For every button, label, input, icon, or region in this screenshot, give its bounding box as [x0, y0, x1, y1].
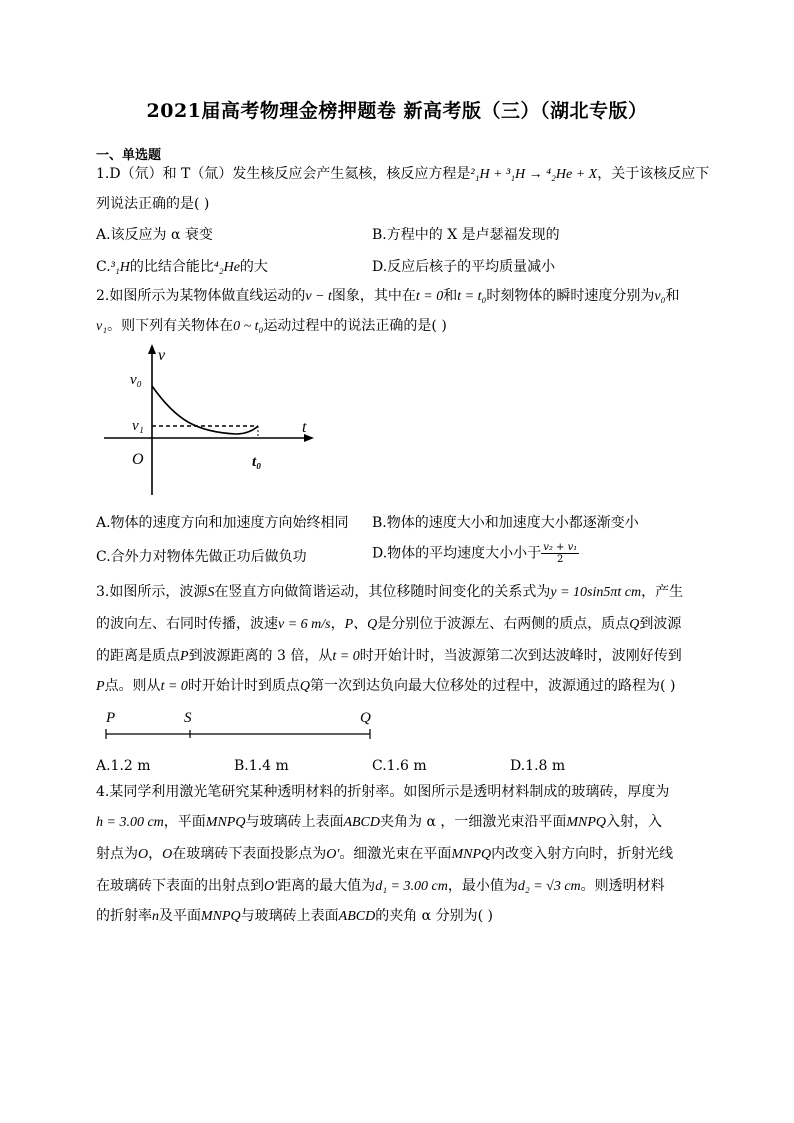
q2-option-b: B.物体的速度大小和加速度大小都逐渐变小 [372, 515, 639, 531]
section-heading: 一、单选题 [96, 148, 162, 163]
fraction: $\frac{\text{v₂ + v₁}}{2}$ [543, 542, 578, 565]
velocity-curve [152, 386, 258, 434]
q3-line2: 的波向左、右同时传播，波速v = 6 m/s，P、Q是分别位于波源左、右两侧的质点，质点Q到波源 [96, 616, 682, 632]
q4-line4: 在玻璃砖下表面的出射点到O′距离的最大值为d₁ = 3.00 cm，最小值为d₂ = √3 cm。则透明材料 [96, 878, 665, 894]
q3-option-d: D.1.8 m [510, 758, 566, 774]
origin-label: O [132, 451, 144, 468]
label-s: S [184, 710, 192, 726]
q1-option-a: A.该反应为 α 衰变 [96, 227, 213, 243]
vt-graph [96, 340, 326, 500]
q2-option-c: C.合外力对物体先做正功后做负功 [96, 549, 307, 565]
q3-line1: 3.如图所示，波源S在竖直方向做简谐运动，其位移随时间变化的关系式为y = 10sin5πt cm，产生 [96, 584, 684, 600]
q1-line1 [96, 164, 709, 185]
q3-line3: 的距离是质点P到波源距离的 3 倍，从t = 0时开始计时，当波源第二次到达波峰时，波刚好传到 [96, 648, 682, 664]
v-axis-label: v [158, 347, 166, 364]
v0-label: v₀ [130, 372, 142, 388]
label-q: Q [360, 710, 371, 726]
q1-line2: 列说法正确的是( ) [96, 196, 210, 212]
q3-line4: P点。则从t = 0时开始计时到质点Q第一次到达负向最大位移处的过程中，波源通过的路程为( ) [96, 678, 676, 694]
q1-option-d: D.反应后核子的平均质量减小 [372, 259, 556, 275]
q3-option-a: A.1.2 m [96, 758, 151, 774]
q1-text: 1.D（氘）和 T（氚）发生核反应会产生氦核，核反应方程是 [96, 166, 471, 182]
q1-text-suffix: ，关于该核反应下 [597, 166, 710, 182]
q2-line1: 2.如图所示为某物体做直线运动的v − t图象，其中在t = 0和t = t₀时刻物体的瞬时速度分别为v₀和 [96, 288, 680, 304]
page-title: 2021届高考物理金榜押题卷 新高考版（三）（湖北专版） [146, 100, 648, 122]
t0-label: t₀ [252, 454, 262, 470]
v1-label: v₁ [132, 418, 144, 434]
q1-option-b: B.方程中的 X 是卢瑟福发现的 [372, 227, 560, 243]
q4-line3: 射点为O，O在玻璃砖下表面投影点为O′。细激光束在平面MNPQ内改变入射方向时，折射光线 [96, 846, 674, 862]
wave-diagram [100, 704, 390, 748]
isotope-helium: ⁴₂He [213, 260, 240, 275]
v-axis-arrow [148, 344, 156, 354]
q4-line2: h = 3.00 cm，平面MNPQ与玻璃砖上表面ABCD夹角为 α ，一细激光束沿平面MNPQ入射，入 [96, 814, 663, 830]
q4-line1: 4.某同学利用激光笔研究某种透明材料的折射率。如图所示是透明材料制成的玻璃砖，厚度为 [96, 784, 670, 800]
q2-line2: v₁。则下列有关物体在0 ~ t₀运动过程中的说法正确的是( ) [96, 318, 447, 334]
q1-equation: ²₁H + ³₁H → ⁴₂He + X [470, 167, 598, 182]
q3-option-b: B.1.4 m [234, 758, 289, 774]
q3-option-c: C.1.6 m [372, 758, 427, 774]
q2-option-a: A.物体的速度方向和加速度方向始终相同 [96, 515, 349, 531]
t-axis-label: t [302, 419, 307, 436]
q2-option-d: D.物体的平均速度大小小于 $\frac{\text{v₂ + v₁}}{2}$ [372, 542, 578, 565]
q1-option-c: C.³₁H的比结合能比⁴₂He的大 [96, 259, 268, 275]
label-p: P [106, 710, 116, 726]
isotope-tritium: ³₁H [110, 260, 130, 275]
q4-line5: 的折射率n及平面MNPQ与玻璃砖上表面ABCD的夹角 α 分别为( ) [96, 908, 493, 924]
